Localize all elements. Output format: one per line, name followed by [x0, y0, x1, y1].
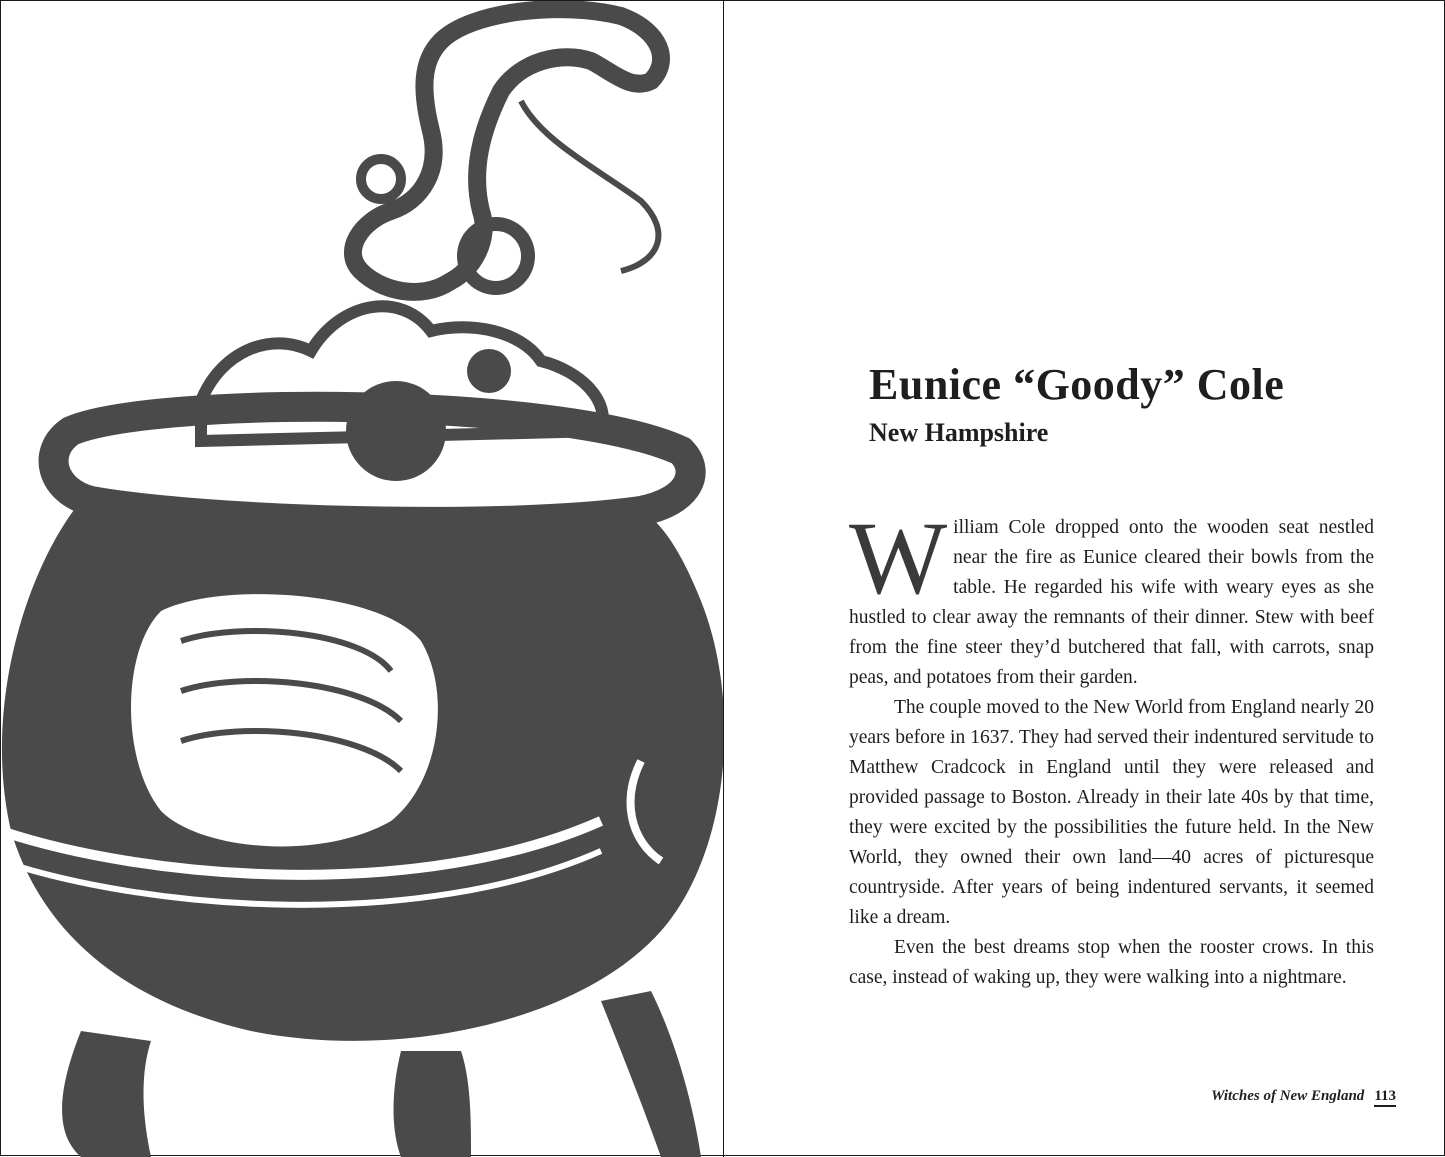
right-page	[724, 1, 1445, 1157]
paragraph-3: Even the best dreams stop when the rooster crows. In this case, instead of waking up, they were walking into a nightmare.	[849, 937, 1374, 988]
body-text	[849, 501, 1374, 993]
page-footer	[1211, 1088, 1396, 1105]
paragraph-1-text: illiam Cole dropped onto the wooden seat nestled near the fire as Eunice cleared their bowls from the table. He regarded his wife with weary eyes as she hustled to clear away the remnants of their dinner. Stew with beef from the fine steer they’d butchered that fall, with carrots, snap peas, and potatoes from their garden.	[849, 517, 1374, 688]
cauldron-illustration	[1, 1, 723, 1157]
chapter-title: Eunice “Goody” Cole	[869, 360, 1285, 409]
page-number: 113	[1374, 1088, 1396, 1107]
chapter-subtitle: New Hampshire	[869, 418, 1049, 447]
paragraph-1	[849, 501, 1374, 693]
paragraph-2: The couple moved to the New World from England nearly 20 years before in 1637. They had served their indentured servitude to Matthew Cradcock in England until they were released and provided passage to Boston. Already in their late 40s by that time, they were excited by the possibilities the future held. In the New World, they owned their own land—40 acres of picturesque countryside. After years of being indentured servants, it seemed like a dream.	[849, 697, 1374, 928]
drop-cap: W	[849, 501, 948, 616]
running-head: Witches of New England	[1211, 1088, 1365, 1104]
left-page	[1, 1, 723, 1157]
